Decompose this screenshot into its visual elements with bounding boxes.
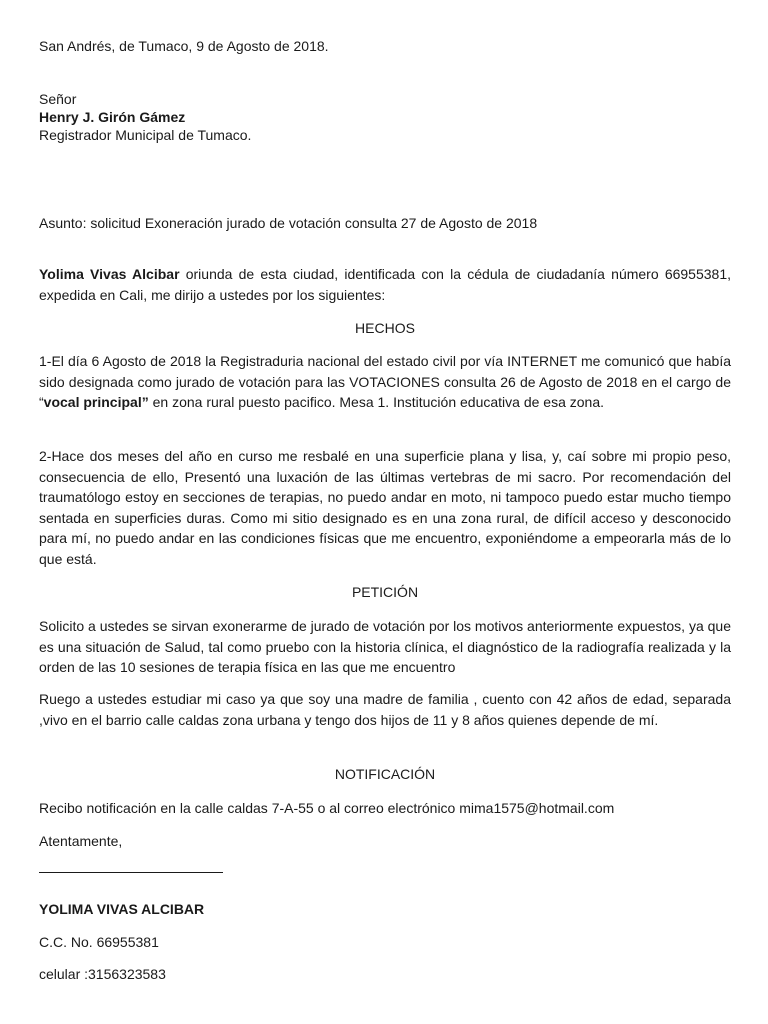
recipient-salutation: Señor bbox=[39, 91, 77, 107]
peticion-paragraph-1: Solicito a ustedes se sirvan exonerarme de jurado de votación por los motivos anteriormente expuestos, ya que es una situación de Salud, tal como pruebo con la historia clínica, el diagnóstico de la radiografía realizada y la orden de las 10 sesiones de terapia física en las que me encuentro bbox=[39, 618, 731, 675]
closing-line: Atentamente, bbox=[39, 833, 123, 849]
hechos-p1-text-b: en zona rural puesto pacifico. Mesa 1. Institución educativa de esa zona. bbox=[148, 394, 604, 410]
signature-line bbox=[39, 872, 223, 873]
section-heading-peticion: PETICIÓN bbox=[351, 584, 419, 600]
place-date: San Andrés, de Tumaco, 9 de Agosto de 2018. bbox=[39, 38, 329, 54]
recipient-name: Henry J. Girón Gámez bbox=[39, 109, 186, 125]
subject-line: Asunto: solicitud Exoneración jurado de votación consulta 27 de Agosto de 2018 bbox=[39, 215, 538, 231]
hechos-p1-text-a: 1-El día 6 Agosto de 2018 la Registraduria nacional del estado civil por vía INTERNET me comunicó que había sido designada como jurado de votación para las VOTACIONES consulta 26 de Agosto de 2018 en el cargo de “ bbox=[39, 353, 731, 410]
signature-id: C.C. No. 66955381 bbox=[39, 934, 159, 950]
hechos-paragraph-1 bbox=[39, 351, 731, 413]
section-heading-notificacion: NOTIFICACIÓN bbox=[334, 766, 436, 782]
hechos-paragraph-2: 2-Hace dos meses del año en curso me resbalé en una superficie plana y lisa, y, caí sobre mi propio peso, consecuencia de ello, Presentó una luxación de las últimas vertebras de mi sacro. Por recomendación del traumatólogo estoy en secciones de terapias, no puedo andar en moto, ni tampoco puedo estar mucho tiempo sentada en superficies duras. Como mi sitio designado es en una zona rural, de difícil acceso y desconocido para mí, no puedo andar en las condiciones físicas que me encuentro, exponiéndome a empeorarla más de lo que está. bbox=[39, 448, 731, 567]
intro-paragraph bbox=[39, 264, 731, 305]
recipient-title: Registrador Municipal de Tumaco. bbox=[39, 127, 252, 143]
section-heading-hechos: HECHOS bbox=[355, 320, 415, 336]
intro-name: Yolima Vivas Alcibar bbox=[39, 266, 180, 282]
notificacion-paragraph: Recibo notificación en la calle caldas 7-A-55 o al correo electrónico mima1575@hotmail.com bbox=[39, 800, 615, 816]
signature-phone: celular :3156323583 bbox=[39, 966, 166, 982]
hechos-p1-bold: vocal principal” bbox=[43, 394, 149, 410]
intro-text: oriunda de esta ciudad, identificada con la cédula de ciudadanía número 66955381, expedida en Cali, me dirijo a ustedes por los siguientes: bbox=[39, 266, 731, 303]
signature-name: YOLIMA VIVAS ALCIBAR bbox=[39, 901, 205, 917]
peticion-paragraph-2: Ruego a ustedes estudiar mi caso ya que soy una madre de familia , cuento con 42 años de edad, separada ,vivo en el barrio calle caldas zona urbana y tengo dos hijos de 11 y 8 años quienes depende de mí. bbox=[39, 691, 731, 728]
